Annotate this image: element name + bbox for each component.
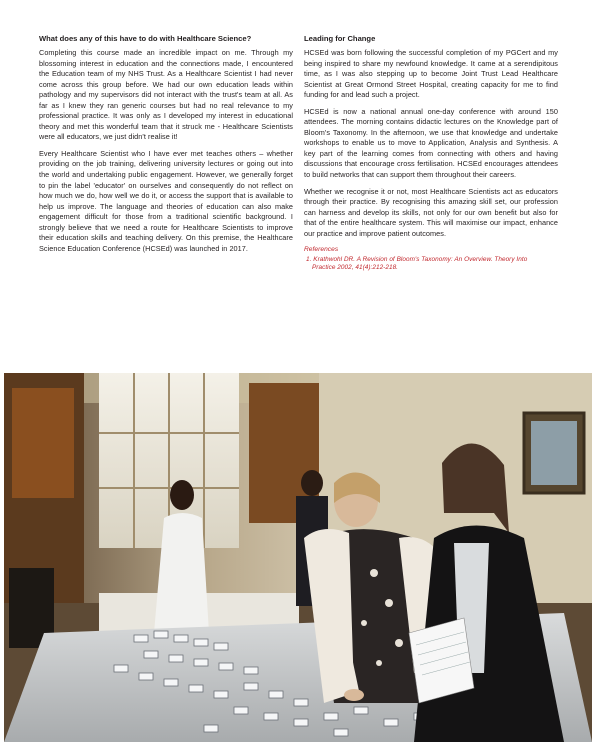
paragraph: Whether we recognise it or not, most Healthcare Scientists act as educators through their practice. By recognising this amazing skill set, our profession can harness and develop its skills, not only for our own benefit but also for that of the entire healthcare system. This will maximise our impact, enhance our practice and improve patient outcomes.	[304, 186, 558, 238]
reference-item-cont: Practice 2002, 41(4):212-218.	[312, 264, 399, 272]
left-column	[39, 34, 293, 260]
paragraph: Every Healthcare Scientist who I have ever met teaches others – whether providing on the job training, delivering university lectures or going out into the world and undertaking public engagement. However, we generally forget to pin the label 'educator' on ourselves and consequently do not reflect on how much we do, how well we do it, or access the support that is available to help us improve. The language and theories of education can also make engagement difficult for those from a traditional scientific background. I strongly believe that we need a route for Healthcare Scientists to improve their education skills and teaching delivery. On this premise, the Healthcare Science Education Conference (HCSEd) was launched in 2017.	[39, 148, 293, 253]
references-heading: References	[304, 246, 339, 254]
paragraph: HCSEd was born following the successful completion of my PGCert and my being inspired to share my newfound knowledge. It came at a serendipitous time, as I was also stepping up to become Joint Trust Lead Healthcare Scientist at Great Ormond Street Hospital, creating capacity for me to find funding for and lead such a project.	[304, 48, 558, 100]
conference-photo	[4, 373, 592, 742]
paragraph: HCSEd is now a national annual one-day conference with around 150 attendees. The morning contains didactic lectures on the Knowledge part of Bloom's Taxonomy. In the afternoon, we use that knowledge and undertake workshops to enable us to move to Application, Analysis and Synthesis. A key part of the learning comes from connecting with others and having discussions that encourage cross fertilisation. HCSEd encourages attendees to build networks that can support them throughout their careers.	[304, 106, 558, 180]
references	[304, 245, 558, 272]
paragraph: Completing this course made an incredible impact on me. Through my blossoming interest in education and the connections made, I encountered the Education team of my NHS Trust. As a Healthcare Scientist I had never come across this group before. We had our own education leads within pathology and my supervisors did not interact with the trust's team at all. As far as I knew they ran generic courses but had no real relevance to my professional practice. It was only as I developed my interest in educational theory and met this wonderful team that it struck me - Healthcare Scientists were all educators, we just didn't realise it!	[39, 48, 293, 142]
right-column	[304, 34, 558, 273]
section-heading-leading-for-change: Leading for Change	[304, 34, 376, 43]
reference-item: 1. Krathwohl DR. A Revision of Bloom's Taxonomy: An Overview. Theory Into	[306, 255, 528, 263]
section-heading-healthcare-science: What does any of this have to do with Healthcare Science?	[39, 34, 252, 43]
